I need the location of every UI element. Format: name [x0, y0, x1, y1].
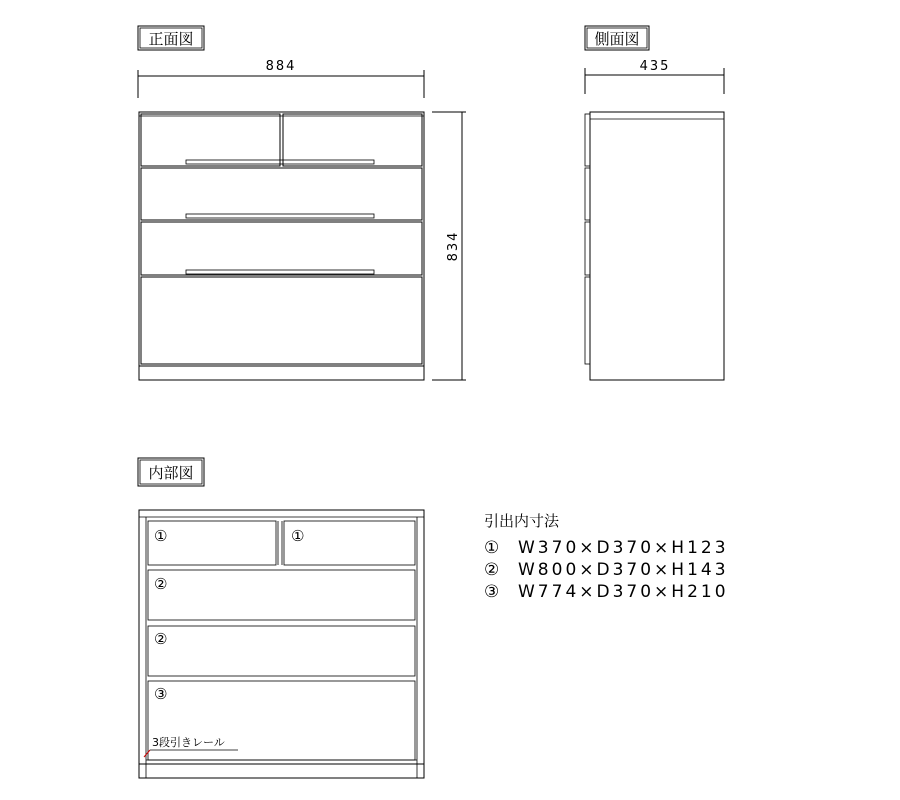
front-drawer-top-right — [283, 114, 422, 166]
front-drawer-top-left — [141, 114, 280, 166]
spec-mark-3: ③ — [484, 582, 503, 602]
side-drawer-edge-4 — [585, 277, 590, 364]
front-view-label: 正面図 — [148, 30, 194, 48]
side-view-label: 側面図 — [594, 30, 640, 48]
spec-text-3: W774×D370×H210 — [518, 582, 729, 602]
front-height-dimension — [432, 112, 466, 380]
side-drawer-edge-1 — [585, 114, 590, 166]
side-drawer-edge-3 — [585, 222, 590, 275]
front-handle-3 — [186, 270, 374, 274]
interior-mark-2: ② — [154, 575, 168, 593]
front-drawer-2 — [141, 168, 422, 220]
interior-drawer-3 — [148, 626, 415, 676]
drawer-specs — [484, 512, 729, 602]
front-drawer-3 — [141, 222, 422, 275]
interior-view — [138, 458, 424, 778]
interior-mark-4: ③ — [154, 685, 168, 703]
front-handle-2 — [186, 214, 374, 218]
side-depth-value: 435 — [639, 59, 671, 74]
front-width-value: 884 — [265, 59, 297, 74]
interior-mark-3: ② — [154, 630, 168, 648]
interior-drawer-2 — [148, 570, 415, 620]
side-view — [585, 26, 724, 380]
front-cabinet-outline — [139, 112, 424, 380]
front-width-dimension — [138, 59, 424, 98]
front-view — [138, 26, 466, 380]
front-height-value: 834 — [446, 230, 461, 262]
interior-mark-1b: ① — [291, 527, 305, 545]
interior-mark-1a: ① — [154, 527, 168, 545]
specs-title: 引出内寸法 — [484, 512, 560, 530]
spec-text-1: W370×D370×H123 — [518, 538, 729, 558]
spec-mark-1: ① — [484, 538, 503, 558]
rail-note-text: 3段引きレール — [152, 736, 225, 749]
spec-text-2: W800×D370×H143 — [518, 560, 729, 580]
side-depth-dimension — [585, 59, 724, 94]
side-cabinet-outline — [590, 112, 724, 380]
front-drawer-4 — [141, 277, 422, 364]
spec-mark-2: ② — [484, 560, 503, 580]
interior-view-label: 内部図 — [148, 464, 194, 482]
rail-note — [144, 735, 238, 757]
side-drawer-edge-2 — [585, 168, 590, 220]
